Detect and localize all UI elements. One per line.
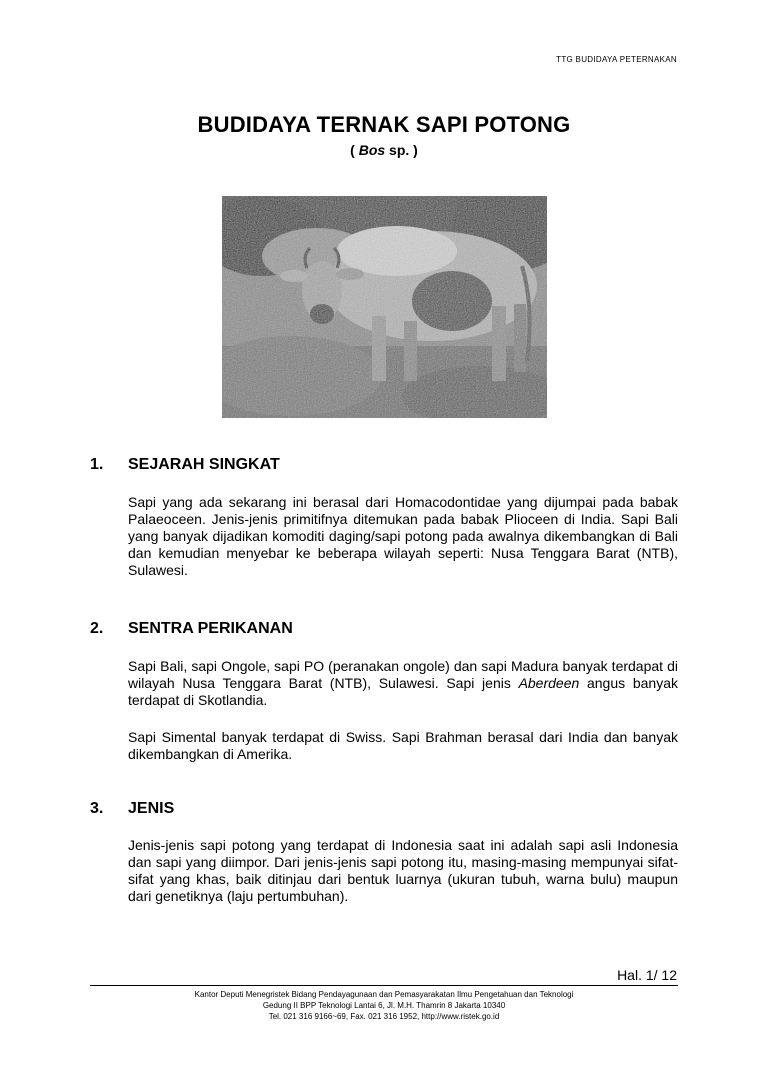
document-title: BUDIDAYA TERNAK SAPI POTONG xyxy=(197,112,571,137)
section-2-paragraph-1-text-b: angus banyak terdapat di Skotlandia. xyxy=(128,675,678,708)
section-2-number: 2. xyxy=(90,620,104,637)
document-subtitle xyxy=(0,142,768,158)
section-1-title: SEJARAH SINGKAT xyxy=(128,456,280,473)
section-3-number: 3. xyxy=(90,800,104,817)
section-2-paragraph-1-italic: Aberdeen xyxy=(518,675,580,691)
subtitle-genus: Bos xyxy=(358,142,386,158)
section-2-title: SENTRA PERIKANAN xyxy=(128,620,293,637)
section-2-paragraph-2: Sapi Simental banyak terdapat di Swiss. Sapi Brahman berasal dari India dan banyak dikembangkan di Amerika. xyxy=(128,729,678,762)
footer-line-1: Kantor Deputi Menegristek Bidang Pendayagunaan dan Pemasyarakatan Ilmu Pengetahuan dan Teknologi xyxy=(194,990,574,999)
header-label: TTG BUDIDAYA PETERNAKAN xyxy=(556,55,677,64)
page-number: Hal. 1/ 12 xyxy=(617,967,677,983)
cattle-photo xyxy=(222,196,547,418)
section-3-title: JENIS xyxy=(128,800,175,817)
section-1-number: 1. xyxy=(90,456,104,473)
subtitle-open: ( xyxy=(350,142,359,158)
footer-line-3: Tel. 021 316 9166~69, Fax. 021 316 1952, http://www.ristek.go.id xyxy=(268,1012,500,1021)
footer-rule xyxy=(90,985,678,986)
footer-line-2: Gedung II BPP Teknologi Lantai 6, Jl. M.H. Thamrin 8 Jakarta 10340 xyxy=(262,1001,506,1010)
section-1-paragraph: Sapi yang ada sekarang ini berasal dari Homacodontidae yang dijumpai pada babak Palaeoceen. Jenis-jenis primitifnya ditemukan pada babak Plioceen di India. Sapi Bali yang banyak dijadikan komoditi daging/sapi potong pada awalnya dikembangkan di Bali dan kemudian menyebar ke beberapa wilayah seperti: Nusa Tenggara Barat (NTB), Sulawesi. xyxy=(128,494,678,578)
section-2-paragraph-1 xyxy=(128,658,678,709)
section-3-paragraph: Jenis-jenis sapi potong yang terdapat di Indonesia saat ini adalah sapi asli Indonesia dan sapi yang diimpor. Dari jenis-jenis sapi potong itu, masing-masing mempunyai sifat-sifat yang khas, baik ditinjau dari bentuk luarnya (ukuran tubuh, warna bulu) maupun dari genetiknya (laju pertumbuhan). xyxy=(128,837,678,904)
subtitle-rest: sp. ) xyxy=(385,142,418,158)
section-2-paragraph-1-text-a: Sapi Bali, sapi Ongole, sapi PO (peranakan ongole) dan sapi Madura banyak terdapat di wilayah Nusa Tenggara Barat (NTB), Sulawesi. Sapi jenis xyxy=(128,658,678,691)
